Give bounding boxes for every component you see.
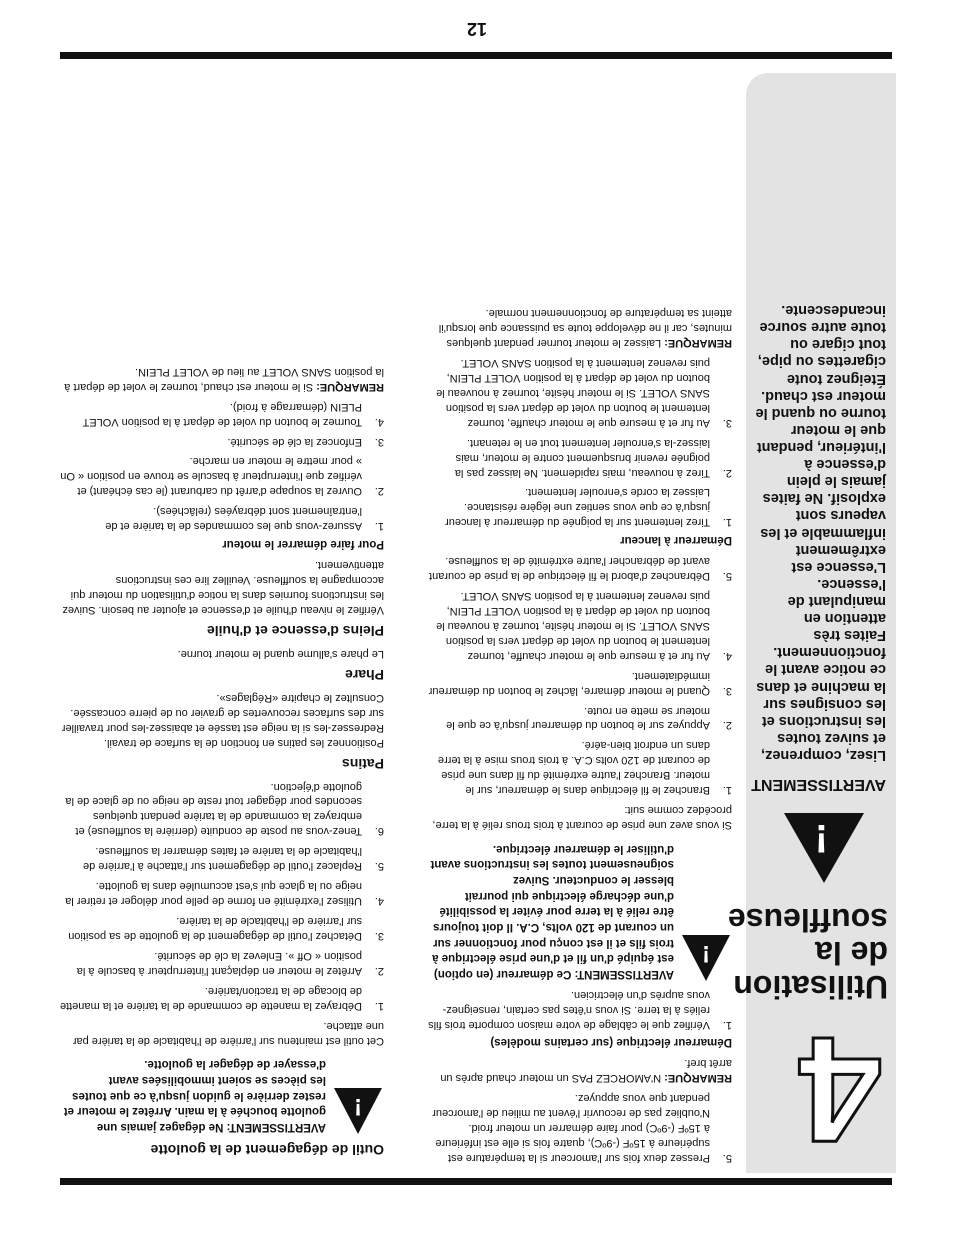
list-item <box>427 355 732 430</box>
item-number: 1. <box>374 999 384 1012</box>
item-number: 3. <box>722 684 732 697</box>
item-number: 1. <box>374 520 384 533</box>
item-text: Détachez l'outil de dégagement de la goulotte de sa position sur l'arrière de l'habitacle de la tarière. <box>68 915 362 943</box>
section-heading-chute-tool: Outil de dégagement de la goulotte <box>150 1142 384 1158</box>
list-item <box>427 668 732 698</box>
note-label: REMARQUE: <box>664 336 732 349</box>
item-text: Vérifiez que le câblage de votre maison comporte trois fils reliés à la terre. Si vous n'êtes pas certain, renseignez-vous auprès d'un électricien. <box>428 988 710 1031</box>
warning-icon-wrap <box>674 925 732 981</box>
item-number: 2. <box>722 719 732 732</box>
item-number: 1. <box>722 1018 732 1031</box>
start-note <box>59 364 384 394</box>
chute-intro: Cet outil est maintenu sur l'arrière de l'habitacle de la tarière par une attache. <box>72 1019 384 1047</box>
note-primer <box>427 1055 732 1085</box>
item-number: 5. <box>722 1152 732 1164</box>
item-text: Replacez l'outil de dégagement sur l'attache à l'arrière de l'habitacle de la tarière et faites démarrer la souffleuse. <box>82 845 362 873</box>
fuel-text: Vérifiez le niveau d'huile et d'essence et ajouter au besoin. Suivez les instructions fournies dans la notice d'utilisation du moteur qui accompagne la souffleuse. Veuillez lire ces instructions attentivement. <box>62 558 384 616</box>
warning-icon-wrap <box>326 1078 384 1134</box>
list-item <box>427 553 732 583</box>
exclamation-icon: ! <box>702 939 710 967</box>
warning-text: Lisez, comprenez, et suivez toutes les instructions et les consignes sur la machine et dans ce notice avant le fonctionnement. Faites très attention en manipulant de l'essence. L'essence est extrêmement inflammable et les vapeurs sont explosif. Ne faites jamais le plein d'essence à l'intérieur, pendant que le moteur tourne ou quand le moteur est chaud. Éteignez toute cigarettes ou pipe, tout cigare ou toute autre source incandescente. <box>755 302 886 763</box>
item-text: Tenez-vous au poste de conduite (derrière la souffleuse) et embrayez la commande de la tarière pendant quelques secondes pour dégager tout reste de neige ou de glace de la goulotte d'éjection. <box>65 780 362 838</box>
item-text: Au fur et à mesure que le moteur chauffe, tournez lentement le bouton du volet de départ vers la position SANS VOLET. Si le moteur hésite, tournez à nouveau le bouton du volet de départ à la position VOLET PLEIN, puis revenez lentement à la position SANS VOLET. <box>436 356 710 429</box>
item-number: 2. <box>374 485 384 498</box>
note-warmup <box>427 305 732 350</box>
section-heading-start: Pour faire démarrer le moteur <box>222 537 384 550</box>
chute-steps <box>59 779 384 1013</box>
section-heading-electric: Démarreur électrique (sur certains modèles) <box>490 1036 732 1049</box>
item-text: Quand le moteur démarre, lâchez le bouton du démarreur immédiatement. <box>428 669 710 697</box>
list-item <box>427 703 732 733</box>
section-heading-skids: Patins <box>341 755 384 772</box>
chapter-number: 4 <box>798 1006 882 1174</box>
middle-column <box>427 300 732 1165</box>
item-text: Tournez le bouton du volet de départ à la position VOLET PLEIN (démarrage à froid). <box>82 400 362 428</box>
item-number: 4. <box>374 415 384 428</box>
chapter-title: Utilisation de la souffleuse <box>727 901 888 1005</box>
light-text: Le phare s'allume quand le moteur tourne. <box>177 647 384 660</box>
item-text: Débrayez la manette de commande de la tarière et la manette de blocage de la traction/tarière. <box>59 984 362 1012</box>
list-item <box>59 503 384 533</box>
item-text: Tirez lentement sur la poignée du démarreur à lanceur jusqu'à ce que vous sentiez une légère résistance. Laissez la corde s'enrouler lentement. <box>445 486 710 529</box>
right-column <box>59 359 384 1165</box>
list-item <box>427 485 732 530</box>
electric-warning <box>427 840 732 981</box>
note-text: Si le moteur est chaud, tournez le volet de départ à la position SANS VOLET au lieu de VOLET PLEIN. <box>64 365 384 393</box>
section-heading-recoil: Démarreur à lanceur <box>620 534 732 547</box>
list-item <box>59 983 384 1013</box>
list-item <box>427 738 732 798</box>
page-number: 12 <box>466 19 488 39</box>
chapter-sidebar <box>727 73 896 1174</box>
item-text: Enfoncez la clé de sécurité. <box>227 435 362 448</box>
item-number: 3. <box>722 416 732 429</box>
item-number: 2. <box>374 965 384 978</box>
item-number: 4. <box>722 649 732 662</box>
item-text: Arrêtez le moteur en déplaçant l'interrupteur à bascule à la position « Off ». Enlevez la clé de sécurité. <box>76 950 362 978</box>
item-number: 5. <box>374 860 384 873</box>
item-text: Branchez le fil électrique dans le démarreur, sur le moteur. Branchez l'autre extrémité du fil dans une prise de courant de 120 volts C.A. à trois trous mise à la terre dans un endroit bien-aéré. <box>437 739 710 797</box>
item-text: Pressez deux fois sur l'amorceur si la température est supérieure à 15ºF (-9ºC), quatre fois si elle est inférieure à 15ºF (-9ºC) pour faire démarrer un moteur froid. N'oubliez pas de recouvrir l'évent au milieu de l'amorceur pendant que vous appuyez. <box>432 1092 710 1164</box>
item-text: Assurez-vous que les commandes de la tarière et de l'entraînement sont débrayées (relâchées). <box>105 505 362 533</box>
item-number: 1. <box>722 784 732 797</box>
note-label: REMARQUE: <box>664 1072 732 1085</box>
list-item <box>59 843 384 873</box>
item-number: 3. <box>374 435 384 448</box>
list-item <box>59 399 384 429</box>
section-heading-light: Phare <box>345 666 384 683</box>
item-number: 1. <box>722 516 732 529</box>
list-item <box>59 454 384 499</box>
warning-title: AVERTISSEMENT <box>751 776 886 793</box>
list-item <box>59 779 384 839</box>
item-text: Appuyez sur le bouton du démarreur jusqu'à ce que le moteur se mette en route. <box>446 704 710 732</box>
electric-warning-text: AVERTISSEMENT: Ce démarreur (en option) est équipé d'un fil et d'une prise électrique à trois fils et il est conçu pour fonctionner sur un courant de 120 volts, C.A. Il doit toujours être relié à la terre pour éviter la possibilité d'une décharge électrique qui pourrait blesser le conducteur. Suivez soigneusement toutes les instructions avant d'utiliser le démarreur électrique. <box>430 842 674 980</box>
exclamation-icon: ! <box>814 816 828 860</box>
top-rule <box>60 1178 892 1185</box>
note-label: REMARQUE: <box>316 380 384 393</box>
item-number: 3. <box>374 930 384 943</box>
chute-warning <box>59 1056 384 1134</box>
electric-steps <box>427 553 732 797</box>
list-item <box>59 878 384 908</box>
list-item <box>427 435 732 480</box>
item-number: 6. <box>374 825 384 838</box>
exclamation-icon: ! <box>354 1092 362 1120</box>
item-text: Ouvrez la soupape d'arrêt du carburant (le cas échéant) et vérifiez que l'interrupteur à bascule se trouve en position « On » pour mettre le moteur en marche. <box>60 455 362 498</box>
item-text: Débranchez d'abord le fil électrique de la prise de courant avant de débrancher l'autre extrémité de la souffleuse. <box>429 554 710 582</box>
item-number: 4. <box>374 895 384 908</box>
recoil-steps <box>427 355 732 529</box>
list-item <box>427 987 732 1032</box>
item-text: Utilisez l'extrémité en forme de pelle pour déloger et retirer la neige ou la glace qui s'est accumulée dans la goulotte. <box>65 880 362 908</box>
list-item <box>59 913 384 943</box>
list-item <box>427 588 732 663</box>
skids-text: Positionnez les patins en fonction de la surface de travail. Redressez-les si la neige est tassée et abaissez-les pour travailler sur des surfaces recouvertes de gravier ou de pierre concassée. Consultez le chapitre «Réglages». <box>61 691 384 749</box>
chute-warning-text: AVERTISSEMENT: Ne dégagez jamais une goulotte bouchée à la main. Arrêtez le moteur et restez derrière le guidon jusqu'à ce que toutes les pièces se soient immobilisées avant d'essayer de dégager la goulotte. <box>63 1058 326 1133</box>
note-text: N'AMORCEZ PAS un moteur chaud après un arrêt bref. <box>440 1057 732 1085</box>
item-text: Tirez à nouveau, mais rapidement. Ne laissez pas la poignée revenir brusquement contre le moteur, mais laissez-la s'enrouler lentement tout en le retenant. <box>454 436 710 479</box>
list-item <box>59 948 384 978</box>
list-item <box>427 1090 732 1165</box>
list-item <box>59 434 384 449</box>
item-text: Au fur et à mesure que le moteur chauffe, tournez lentement le bouton du volet de départ vers la position SANS VOLET. Si le moteur hésite, tournez à nouveau le bouton du volet de départ à la position VOLET PLEIN, puis revenez lentement à la position SANS VOLET. <box>436 589 710 662</box>
start-steps <box>59 399 384 534</box>
item-number: 2. <box>722 466 732 479</box>
bottom-rule <box>60 52 892 59</box>
section-heading-fuel: Pleins d'essence et d'huile <box>206 622 384 639</box>
item-number: 5. <box>722 569 732 582</box>
electric-intro: Si vous avez une prise de courant à trois trous relié à la terre, procédez comme suit: <box>432 804 732 832</box>
note-text: Laissez le moteur tourner pendant quelques minutes, car il ne développe toute sa puissance que lorsqu'il atteint sa température de fonctionnement normale. <box>438 307 732 349</box>
